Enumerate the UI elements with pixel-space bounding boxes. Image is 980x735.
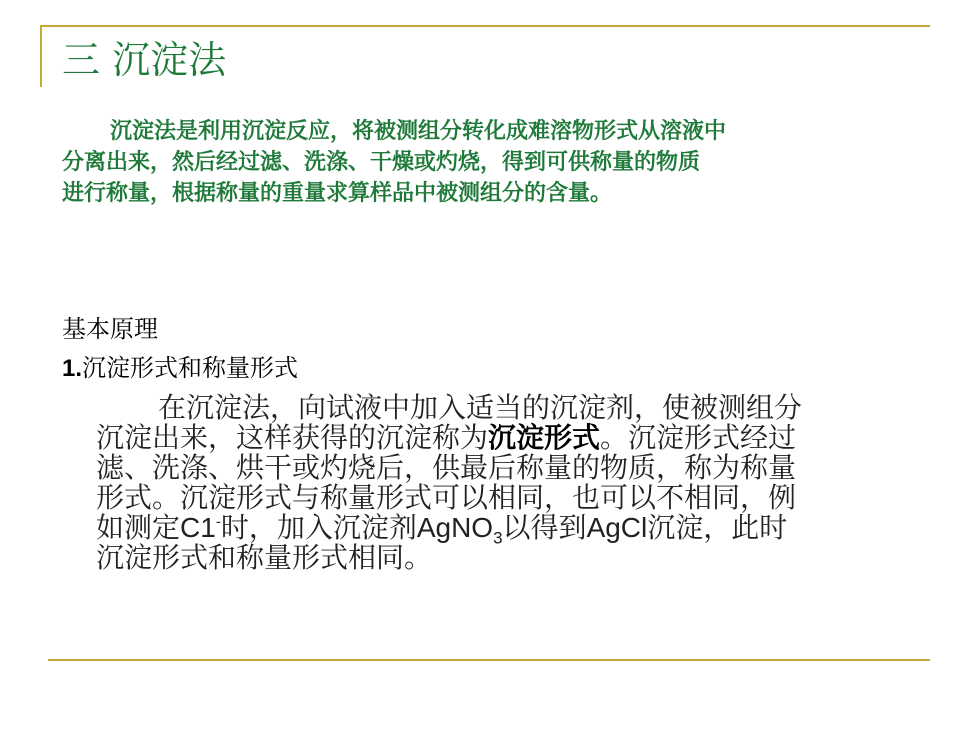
subsection-number: 1. [62,355,83,382]
body-line: 在沉淀法，向试液中加入适当的沉淀剂，使被测组分 [158,391,803,424]
body-paragraph [96,393,921,573]
body-line [96,511,921,548]
intro-line: 沉淀法是利用沉淀反应，将被测组分转化成难溶物形式从溶液中 [110,118,727,144]
slide-title: 三 沉淀法 [62,38,227,82]
top-divider [40,25,930,27]
reagent-subscript: 3 [493,528,503,548]
body-line: 形式。沉淀形式与称量形式可以相同，也可以不相同，例 [96,481,797,514]
body-text: 沉淀，此时 [647,511,788,544]
section-heading: 基本原理 [62,315,158,343]
body-line: 滤、洗涤、烘干或灼烧后，供最后称量的物质，称为称量 [96,451,797,484]
intro-line: 分离出来，然后经过滤、洗涤、干燥或灼烧，得到可供称量的物质 [62,149,701,175]
reagent-formula: AgNO [416,512,494,543]
ion-charge: - [215,513,221,531]
body-text: 以得到 [502,511,587,544]
intro-line: 进行称量，根据称量的重量求算样品中被测组分的含量。 [62,180,613,206]
term-precipitate-form: 沉淀形式 [488,421,601,454]
bottom-divider [48,659,930,661]
product-formula: AgCl [586,512,648,543]
body-line: 沉淀形式和称量形式相同。 [96,541,433,574]
intro-paragraph [62,116,932,209]
subsection-title: 沉淀形式和称量形式 [82,354,299,382]
left-accent-bar [40,25,42,87]
body-line [96,423,921,453]
subsection-heading [62,352,298,385]
body-text: 沉淀出来，这样获得的沉淀称为 [96,421,489,454]
body-text: 时，加入沉淀剂 [220,511,417,544]
body-text: 如测定 [96,511,181,544]
body-text: 。沉淀形式经过 [600,421,797,454]
chloride-ion: C1 [180,512,216,543]
